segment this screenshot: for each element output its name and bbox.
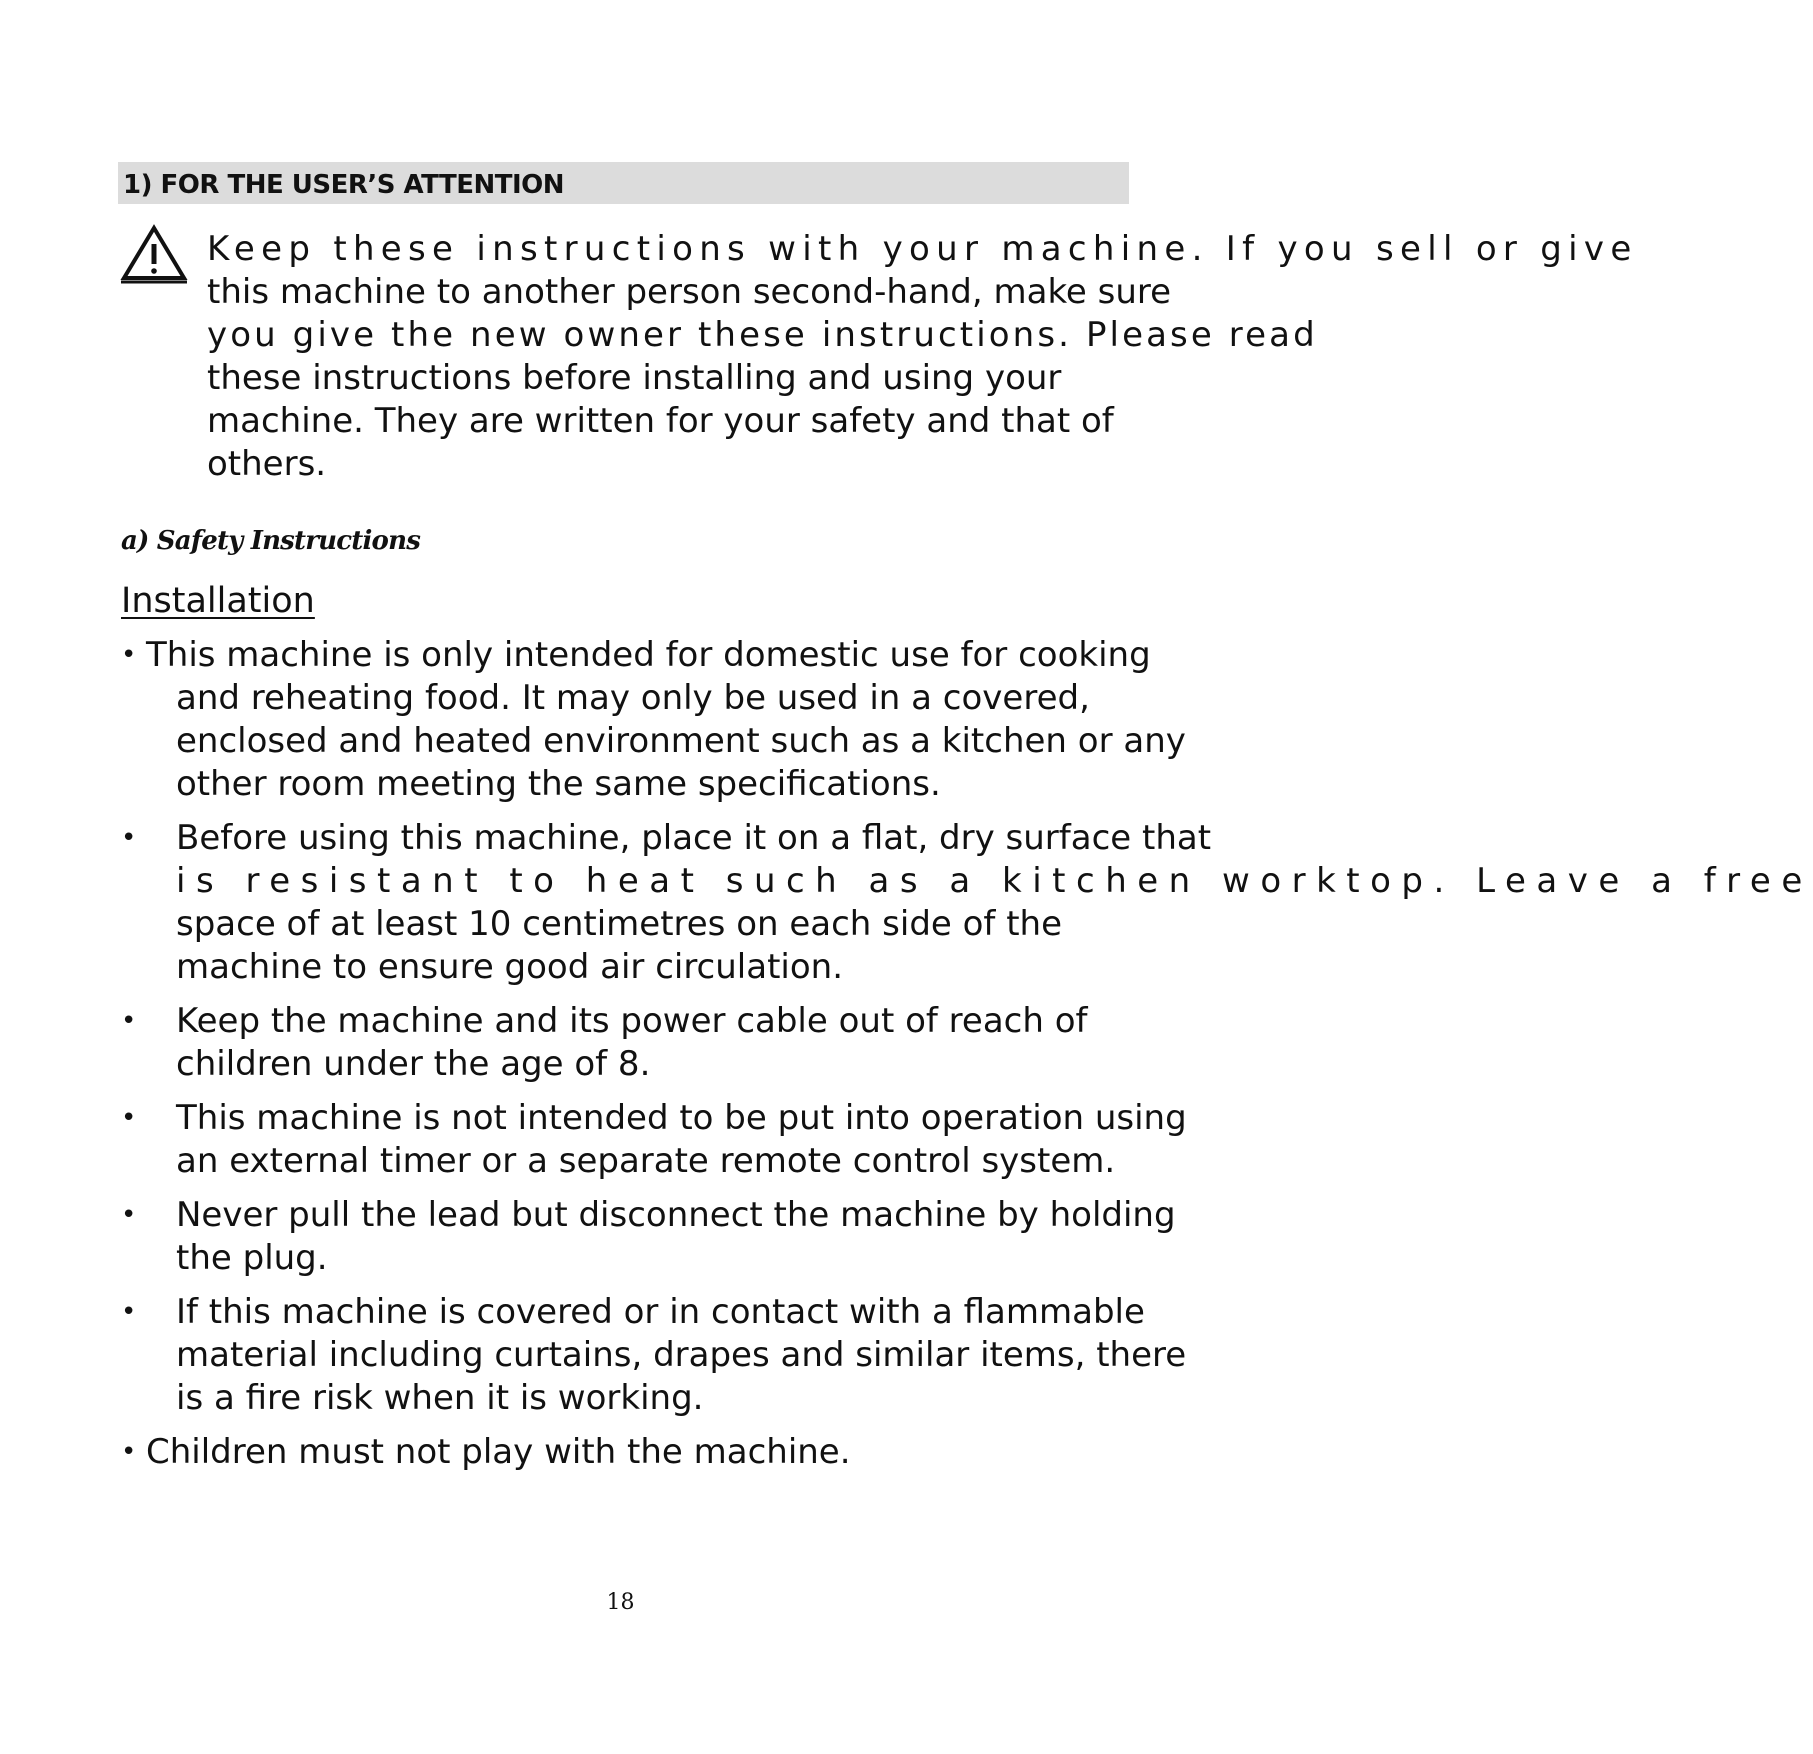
list-item-line: Keep the machine and its power cable out of reach of: [176, 1001, 1088, 1041]
installation-heading: Installation: [121, 581, 315, 621]
list-item: [121, 1431, 1241, 1474]
list-item-line: Never pull the lead but disconnect the machine by holding: [176, 1195, 1176, 1235]
list-item-line: Children must not play with the machine.: [146, 1432, 851, 1472]
page-number: 18: [606, 1590, 635, 1615]
list-item-line: Before using this machine, place it on a flat, dry surface that: [176, 818, 1212, 858]
attention-line: others.: [207, 444, 327, 484]
bullet: •: [121, 1200, 137, 1230]
attention-line: machine. They are written for your safety and that of: [207, 401, 1114, 441]
section-heading: 1) FOR THE USER’S ATTENTION: [123, 170, 565, 200]
attention-line: Keep these instructions with your machine. If you sell or give: [207, 229, 1638, 269]
bullet: •: [121, 823, 137, 853]
list-item-line: enclosed and heated environment such as a kitchen or any: [176, 721, 1186, 761]
bullet: •: [121, 1006, 137, 1036]
bullet: •: [121, 1297, 137, 1327]
attention-line: you give the new owner these instructions. Please read: [207, 315, 1318, 355]
installation-list: [121, 634, 1813, 1485]
list-item-line: and reheating food. It may only be used in a covered,: [176, 678, 1090, 718]
list-item: [121, 1194, 1241, 1280]
list-item: [121, 634, 1241, 806]
attention-line: these instructions before installing and using your: [207, 358, 1062, 398]
list-item: [121, 1291, 1241, 1420]
list-item-line: material including curtains, drapes and similar items, there: [176, 1335, 1187, 1375]
list-item-line: is resistant to heat such as a kitchen worktop. Leave a free: [176, 861, 1813, 901]
bullet: •: [121, 640, 137, 670]
list-item: [121, 1097, 1241, 1183]
attention-line: this machine to another person second-hand, make sure: [207, 272, 1172, 312]
list-item-line: If this machine is covered or in contact with a flammable: [176, 1292, 1145, 1332]
list-item-line: space of at least 10 centimetres on each side of the: [176, 904, 1063, 944]
list-item-line: is a fire risk when it is working.: [176, 1378, 704, 1418]
list-item-line: This machine is only intended for domestic use for cooking: [146, 635, 1151, 675]
list-item-line: an external timer or a separate remote control system.: [176, 1141, 1116, 1181]
list-item-line: This machine is not intended to be put into operation using: [176, 1098, 1187, 1138]
list-item-line: children under the age of 8.: [176, 1044, 651, 1084]
list-item-line: other room meeting the same specifications.: [176, 764, 941, 804]
list-item-line: the plug.: [176, 1238, 328, 1278]
list-item: [121, 1000, 1241, 1086]
list-item: [121, 817, 1813, 989]
safety-instructions-heading: a) Safety Instructions: [121, 526, 421, 556]
bullet: •: [121, 1437, 137, 1467]
bullet: •: [121, 1103, 137, 1133]
warning-triangle-icon: [121, 224, 187, 284]
attention-paragraph: [207, 228, 1638, 486]
list-item-line: machine to ensure good air circulation.: [176, 947, 844, 987]
